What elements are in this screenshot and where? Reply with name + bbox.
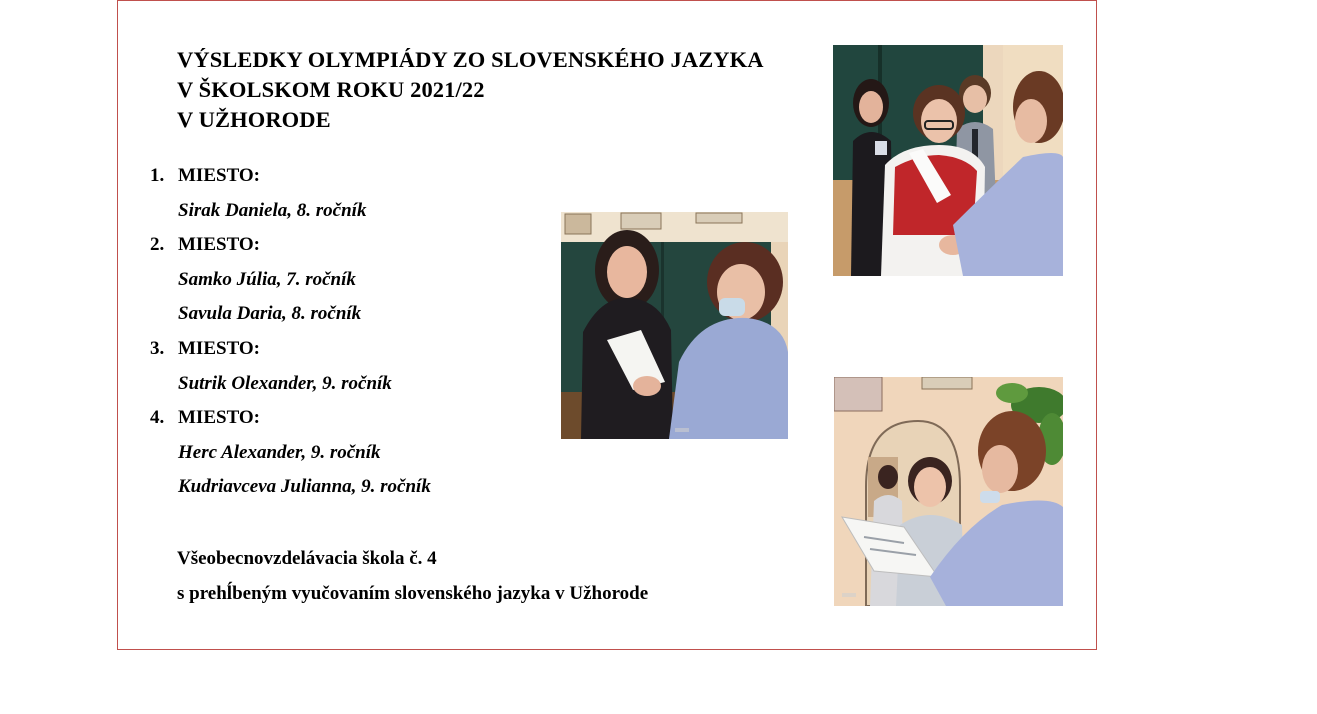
winner-name: Kudriavceva Julianna, 9. ročník xyxy=(178,476,431,498)
place-heading xyxy=(150,228,550,263)
result-place-1 xyxy=(150,159,550,228)
place-number: 4. xyxy=(150,407,165,429)
photo-student-reading-diploma xyxy=(834,377,1063,606)
place-label: MIESTO: xyxy=(178,165,261,186)
title-line-2: V ŠKOLSKOM ROKU 2021/22 xyxy=(177,77,485,102)
winner-name: Herc Alexander, 9. ročník xyxy=(178,441,381,463)
results-list xyxy=(150,159,550,505)
winner-name: Sirak Daniela, 8. ročník xyxy=(178,199,367,221)
photo-students-receiving-diploma xyxy=(833,45,1063,276)
result-place-3 xyxy=(150,332,550,401)
school-name: Všeobecnovzdelávacia škola č. 4 xyxy=(177,548,437,569)
page-title xyxy=(177,45,764,135)
winner-name: Samko Júlia, 7. ročník xyxy=(178,268,356,290)
place-label: MIESTO: xyxy=(178,337,261,359)
school-subtitle: s prehĺbeným vyučovaním slovenského jazyka v Užhorode xyxy=(177,583,649,604)
photo-award-handover-chalkboard xyxy=(561,212,788,439)
winner-name: Sutrik Olexander, 9. ročník xyxy=(178,372,392,394)
school-signature xyxy=(177,541,648,611)
result-place-4 xyxy=(150,401,550,505)
place-label: MIESTO: xyxy=(178,234,261,256)
place-number: 3. xyxy=(150,337,165,359)
place-number: 2. xyxy=(150,234,165,256)
result-place-2 xyxy=(150,228,550,332)
place-heading xyxy=(150,159,550,194)
place-label: MIESTO: xyxy=(178,407,261,429)
title-line-3: V UŽHORODE xyxy=(177,107,331,132)
place-heading xyxy=(150,401,550,436)
winner-name: Savula Daria, 8. ročník xyxy=(178,303,362,325)
place-heading xyxy=(150,332,550,367)
title-line-1: VÝSLEDKY OLYMPIÁDY ZO SLOVENSKÉHO JAZYKA xyxy=(177,47,764,72)
place-number: 1. xyxy=(150,165,165,186)
